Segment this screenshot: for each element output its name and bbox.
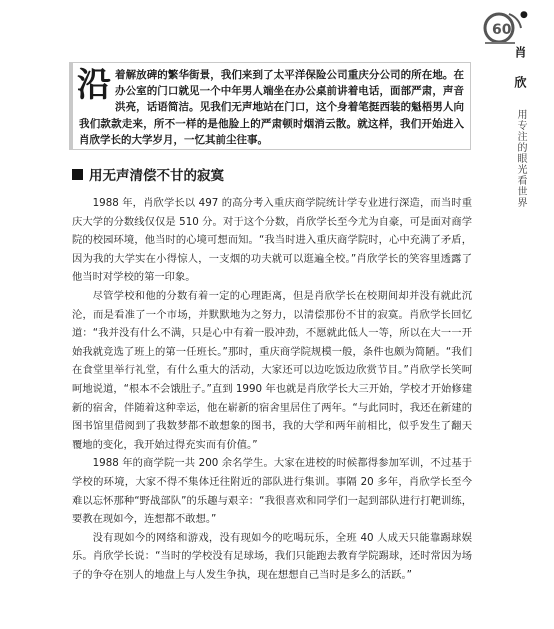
- square-bullet-icon: [72, 169, 83, 180]
- intro-text: 着解放碑的繁华街景，我们来到了太平洋保险公司重庆分公司的所在地。在办公室的门口就见一个中年男人端坐在办公桌前讲着电话，面部严肃，声音洪亮，话语简洁。见我们无声地站在门口，这个身着笔挺西装的魁梧男人向我们款款走来，所不一样的是他脸上的严肃顿时烟消云散。就这样，我们开始进入肖欣学长的大学岁月，一忆其前尘往事。: [79, 69, 464, 146]
- svg-text:60: 60: [492, 22, 512, 38]
- sidebar-name: 肖 欣: [513, 46, 527, 90]
- paragraph: 没有现如今的网络和游戏，没有现如今的吃喝玩乐，全班 40 人成天只能靠踢球娱乐。肖欣学长说：“当时的学校没有足球场，我们只能跑去教育学院踢球，还时常因为场子的争夺在别人的地盘上与人发生争执，现在想想自己当时是多么的活跃。”: [72, 531, 472, 581]
- paragraph: 1988 年的商学院一共 200 余名学生。大家在进校的时候都得参加军训，不过基于学校的环境，大家不得不集体迁往附近的部队进行集训。事隔 20 多年，肖欣学长至今难以忘怀那种“野战部队”的乐趣与艰辛：“我很喜欢和同学们一起到部队进行打靶训练，要教在现如今，连想都不敢想。”: [72, 457, 472, 526]
- paragraph: 尽管学校和他的分数有着一定的心理距离，但是肖欣学长在校期间却并没有就此沉沦，而是看准了一个市场，并默默地为之努力，以清偿那份不甘的寂寞。肖欣学长回忆道：“我并没有什么不满，只是心中有着一股冲劲，不愿就此低人一等，所以在大一一开始我就竞选了班上的第一任班长。”那时，重庆商学院规模一般，条件也颇为简陋。“我们在食堂里举行礼堂，有什么重大的活动，大家还可以边吃饭边欣赏节目。”肖欣学长笑呵呵地说道，“根本不会饿肚子。”直到 1990 年也就是肖欣学长大三开始，学校才开始修建新的宿舍，伴随着这种幸运，他在崭新的宿舍里居住了两年。“与此同时，我还在新建的图书馆里借阅到了我数梦都不敢想象的图书，我的大学和两年前相比，似乎发生了翻天覆地的变化，我开始过得充实而有价值。”: [72, 289, 472, 451]
- paragraph: 1988 年，肖欣学长以 497 的高分考入重庆商学院统计学专业进行深造，而当时重庆大学的分数线仅仅是 510 分。对于这个分数，肖欣学长至今尤为自豪，可是面对商学院的校园环境，他当时的心境可想而知。“我当时进入重庆商学院时，心中充满了矛盾，因为我的大学实在小得惊人，一支烟的功夫就可以逛遍全校。”肖欣学长的笑容里透露了他当时对学校的第一印象。: [72, 197, 472, 284]
- sidebar: [514, 46, 530, 208]
- intro-box: [69, 62, 471, 150]
- section-heading: [72, 164, 472, 184]
- article-body: [72, 194, 472, 584]
- drop-cap: 沿: [77, 65, 111, 105]
- anniversary-logo-icon: [479, 6, 525, 46]
- sidebar-subtitle: 用专注的眼光看世界: [515, 109, 526, 208]
- sidebar-bullet: ●: [520, 10, 528, 20]
- section-title: 用无声清偿不甘的寂寞: [89, 168, 224, 184]
